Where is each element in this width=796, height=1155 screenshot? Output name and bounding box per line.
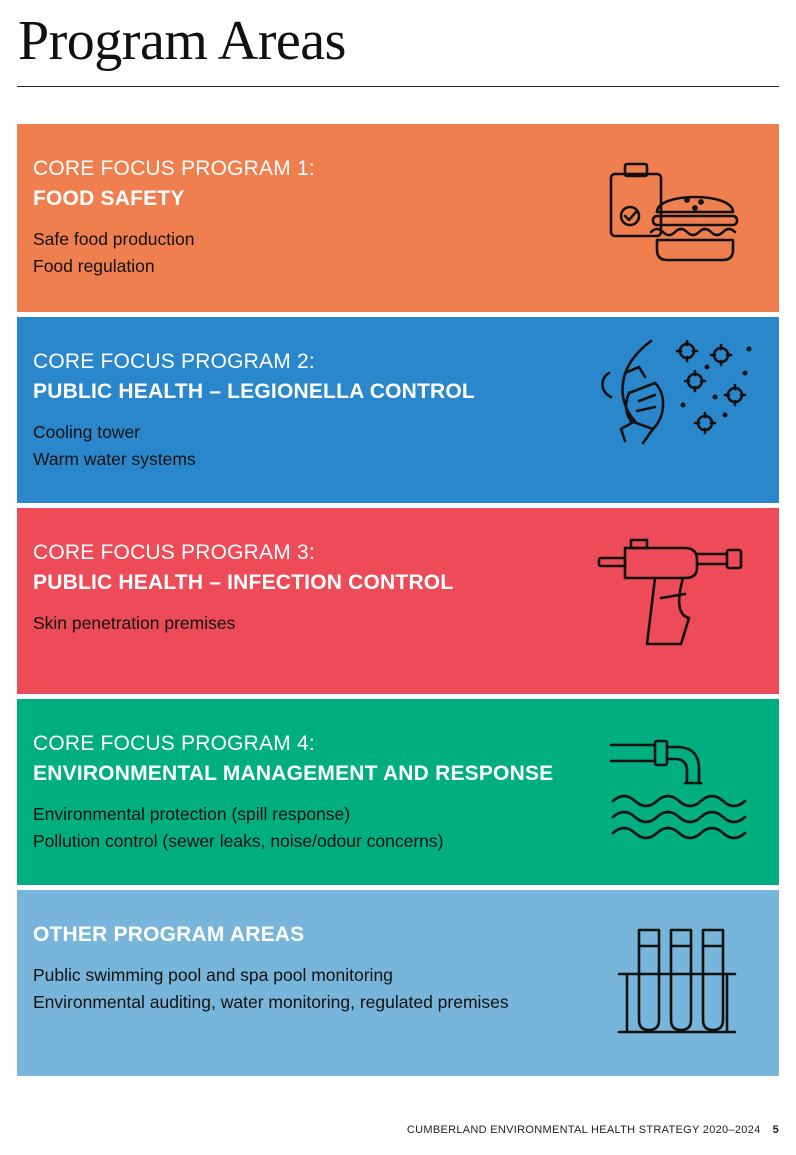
program-item: Warm water systems [33,449,196,469]
program-item: Skin penetration premises [33,613,236,633]
program-heading: ENVIRONMENTAL MANAGEMENT AND RESPONSE [33,762,554,785]
program-panel-legionella-control [17,317,779,503]
program-item: Environmental auditing, water monitoring, regulated premises [33,992,509,1012]
program-item: Environmental protection (spill response) [33,804,351,824]
program-heading: OTHER PROGRAM AREAS [33,923,305,946]
program-heading: PUBLIC HEALTH – LEGIONELLA CONTROL [33,380,475,403]
program-kicker: CORE FOCUS PROGRAM 1: [33,157,315,180]
program-panel-food-safety [17,124,779,312]
page-title: Program Areas [18,10,346,72]
program-item: Cooling tower [33,422,140,442]
program-kicker: CORE FOCUS PROGRAM 4: [33,732,315,755]
program-kicker: CORE FOCUS PROGRAM 2: [33,350,315,373]
program-kicker: CORE FOCUS PROGRAM 3: [33,541,315,564]
masked-face-bacteria-icon [595,337,761,453]
program-item: Public swimming pool and spa pool monitoring [33,965,393,985]
page-number: 5 [772,1124,779,1136]
program-heading: PUBLIC HEALTH – INFECTION CONTROL [33,571,454,594]
program-item: Pollution control (sewer leaks, noise/odour concerns) [33,831,444,851]
program-heading: FOOD SAFETY [33,187,185,210]
pipe-water-icon [607,739,747,843]
piercing-gun-icon [595,534,755,650]
program-panel-environmental-management [17,699,779,885]
title-divider [17,86,779,87]
program-item: Food regulation [33,256,155,276]
footer-title: CUMBERLAND ENVIRONMENTAL HEALTH STRATEGY 2020–2024 [406,1124,761,1136]
program-panel-other-areas [17,890,779,1076]
program-panel-infection-control [17,508,779,694]
test-tubes-icon [615,926,739,1038]
page-footer [407,1124,779,1136]
clipboard-burger-icon [605,154,745,274]
program-item: Safe food production [33,229,195,249]
